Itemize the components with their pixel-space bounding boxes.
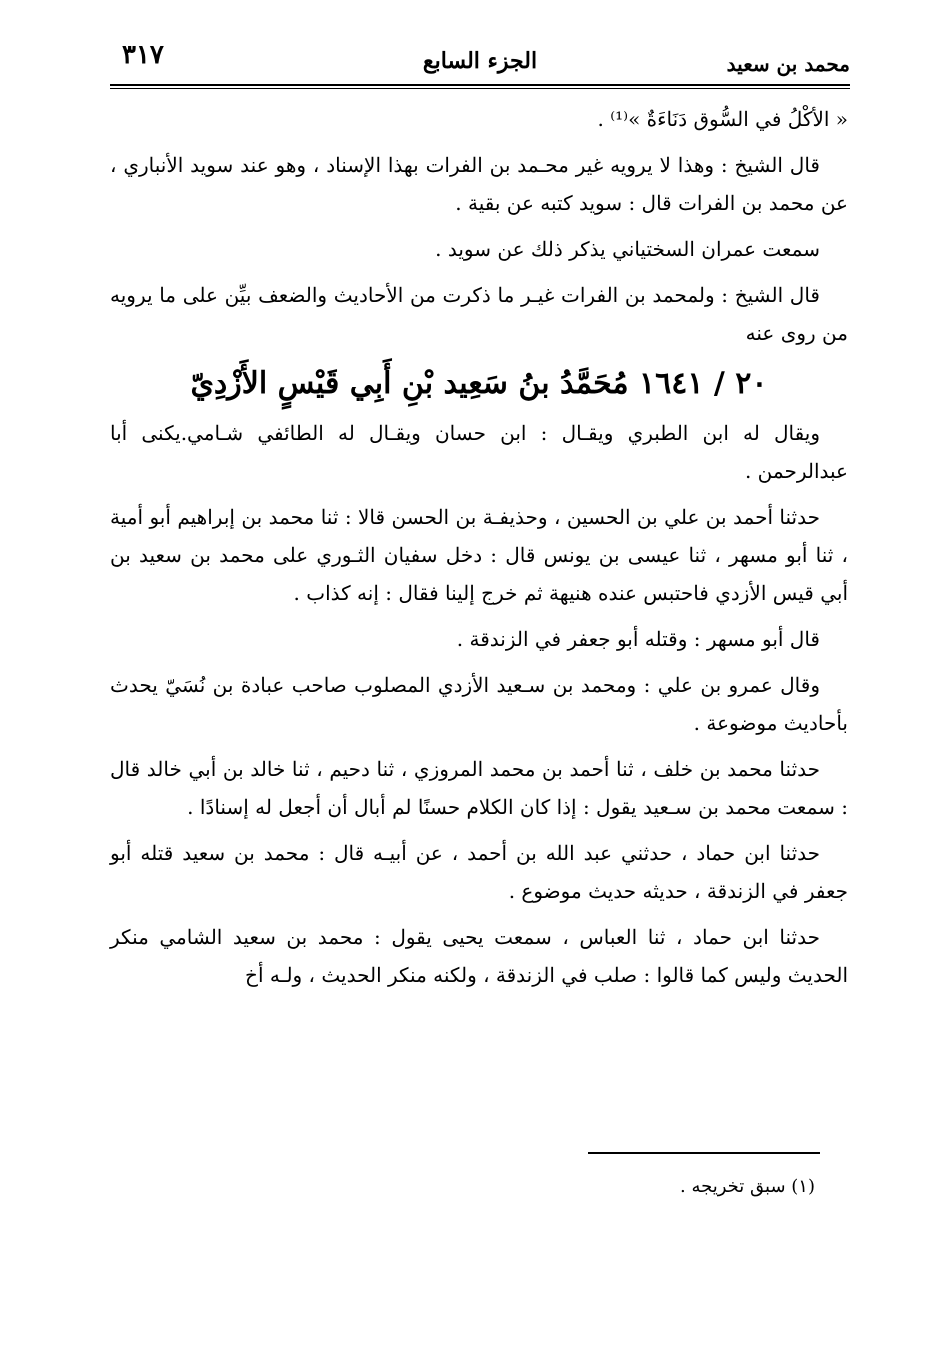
page-number: ٣١٧	[122, 40, 164, 70]
page-header	[110, 38, 850, 82]
running-title: محمد بن سعيد	[726, 52, 850, 76]
paragraph: ويقال له ابن الطبري ويقـال : ابن حسان ويقـال له الطائفي شـامي.يكنى أبا عبدالرحمن .	[110, 421, 848, 483]
header-divider-thin	[110, 88, 850, 89]
paragraph: حدثنا أحمد بن علي بن الحسين ، وحذيفـة بن الحسن قالا : ثنا محمد بن إبراهيم أبو أمية ، ثنا أبو مسهر ، ثنا عيسى بن يونس قال : دخل سفيان الثـوري على محمد بن سعيد بن أبي قيس الأزدي فاحتبس عنده هنيهة ثم خرج إلينا فقال : إنه كذاب .	[110, 505, 848, 605]
main-text	[110, 100, 848, 1002]
paragraph: قال أبو مسهر : وقتله أبو جعفر في الزندقة .	[456, 627, 820, 651]
biography-heading: ٢٠ / ١٦٤١ مُحَمَّدُ بنُ سَعِيد بْنِ أَبِي قَيْسٍ الأَزْدِيّ	[190, 366, 768, 401]
header-divider	[110, 84, 850, 86]
footnote-divider	[588, 1152, 820, 1154]
footnote: (١) سبق تخريجه .	[680, 1176, 815, 1197]
paragraph: قال الشيخ : وهذا لا يرويه غير محـمد بن الفرات بهذا الإسناد ، وهو عند سويد الأنباري ، عن محمد بن الفرات قال : سويد كتبه عن بقية .	[110, 153, 848, 215]
paragraph: حدثنا ابن حماد ، حدثني عبد الله بن أحمد ، عن أبيـه قال : محمد بن سعيد قتله أبو جعفر في الزندقة ، حديثه حديث موضوع .	[110, 841, 848, 903]
volume-title: الجزء السابع	[422, 48, 538, 74]
paragraph: سمعت عمران السختياني يذكر ذلك عن سويد .	[435, 237, 820, 261]
paragraph: حدثنا محمد بن خلف ، ثنا أحمد بن محمد المروزي ، ثنا دحيم ، ثنا خالد بن أبي خالد قال : سمعت محمد بن سـعيد يقول : إذا كان الكلام حسنًا لم أبال أن أجعل له إسنادًا .	[110, 757, 848, 819]
paragraph: وقال عمرو بن علي : ومحمد بن سـعيد الأزدي المصلوب صاحب عبادة بن نُسَيّ يحدث بأحاديث موضوعة .	[110, 673, 848, 735]
paragraph: قال الشيخ : ولمحمد بن الفرات غيـر ما ذكرت من الأحاديث والضعف بيِّن على ما يرويه من روى عنه	[110, 283, 848, 345]
paragraph: « الأكْلُ في السُّوق دَنَاءَةٌ »⁽¹⁾ .	[597, 107, 848, 131]
paragraph: حدثنا ابن حماد ، ثنا العباس ، سمعت يحيى يقول : محمد بن سعيد الشامي منكر الحديث وليس كما قالوا : صلب في الزندقة ، ولكنه منكر الحديث ، ولـه أخ	[110, 925, 848, 987]
